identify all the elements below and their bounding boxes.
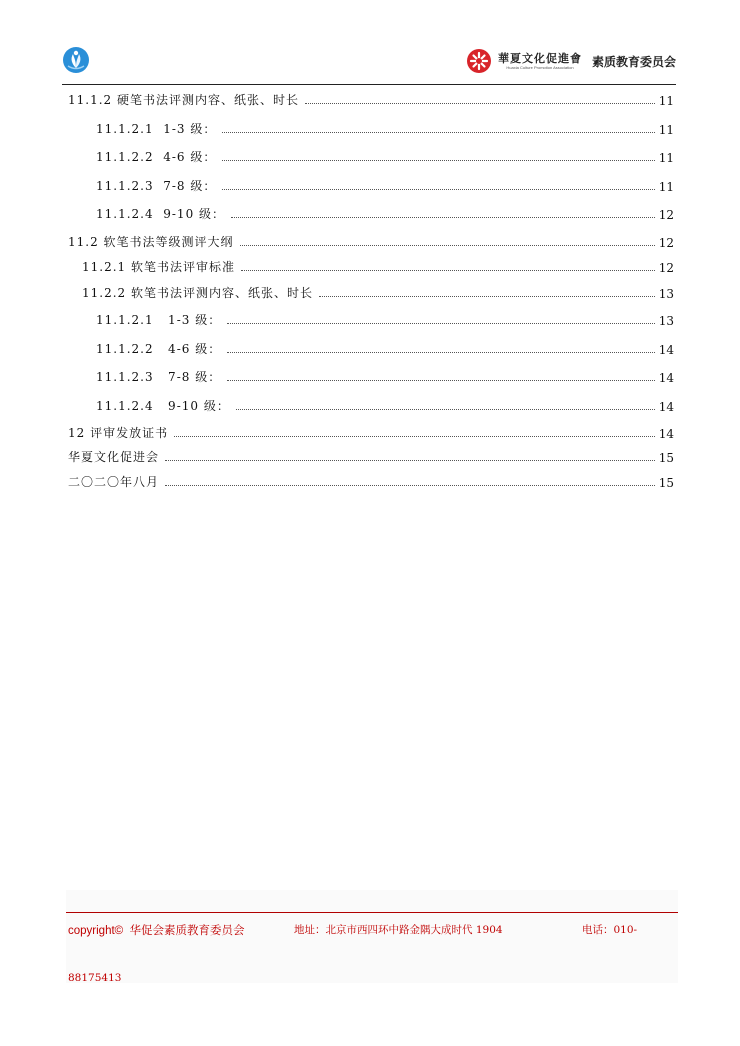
brand-wordmark — [498, 53, 582, 70]
toc-entry-title: 11.1.2.2 4-6 级： — [96, 342, 222, 356]
footer-phone-number: 88175413 — [68, 972, 122, 984]
toc-entry-page: 13 — [658, 287, 674, 301]
toc-entry[interactable] — [68, 470, 674, 490]
toc-entry[interactable] — [68, 421, 674, 441]
toc-entry-title: 11.1.2.2 4-6 级： — [96, 150, 217, 164]
toc-entry-page: 13 — [658, 314, 674, 328]
toc-entry[interactable] — [68, 445, 674, 465]
footer-copyright: copyright© 华促会素质教育委员会 — [68, 925, 245, 937]
toc-entry[interactable] — [96, 174, 674, 194]
toc-entry-title: 11.2 软笔书法等级测评大纲 — [68, 235, 234, 249]
toc-entry[interactable] — [96, 337, 674, 357]
brand-block — [466, 46, 676, 76]
toc-entry-title: 11.1.2.1 1-3 级： — [96, 122, 217, 136]
toc-entry-page: 15 — [658, 451, 674, 465]
toc-entry[interactable] — [82, 255, 674, 275]
toc-entry-title: 11.2.2 软笔书法评测内容、纸张、时长 — [82, 286, 313, 300]
toc-entry[interactable] — [96, 308, 674, 328]
toc-entry[interactable] — [96, 394, 674, 414]
toc-entry[interactable] — [68, 230, 674, 250]
toc-leader-dots — [222, 159, 654, 161]
toc-leader-dots — [241, 269, 655, 271]
toc-entry-page: 12 — [658, 208, 674, 222]
page-header — [62, 40, 676, 85]
toc-entry-page: 14 — [658, 427, 674, 441]
toc-entry-page: 11 — [658, 180, 674, 194]
toc-entry-title: 二〇二〇年八月 — [68, 475, 160, 489]
toc-entry-page: 11 — [658, 151, 674, 165]
toc-entry[interactable] — [68, 88, 674, 108]
committee-name: 素质教育委员会 — [591, 54, 676, 69]
toc-entry[interactable] — [82, 281, 674, 301]
toc-entry-title: 华夏文化促进会 — [68, 450, 160, 464]
footer-divider — [66, 912, 678, 913]
toc-entry-page: 12 — [658, 261, 674, 275]
toc-leader-dots — [165, 459, 655, 461]
toc-entry-title: 11.2.1 软笔书法评审标准 — [82, 260, 235, 274]
toc-leader-dots — [227, 351, 655, 353]
toc-leader-dots — [222, 188, 654, 190]
toc-entry-title: 11.1.2.3 7-8 级： — [96, 179, 217, 193]
page-footer — [66, 890, 678, 983]
toc-entry-page: 12 — [658, 236, 674, 250]
brand-name-en: Huaxia Culture Promotion Association — [506, 64, 574, 70]
toc-leader-dots — [231, 216, 655, 218]
toc-entry[interactable] — [96, 145, 674, 165]
toc-entry[interactable] — [96, 202, 674, 222]
footer-phone-prefix: 电话：010- — [582, 924, 638, 936]
flower-seal-icon — [466, 48, 492, 74]
toc-leader-dots — [165, 484, 655, 486]
toc-leader-dots — [240, 244, 655, 246]
toc-entry-page: 14 — [658, 343, 674, 357]
association-emblem-icon — [62, 46, 90, 74]
toc-entry[interactable] — [96, 365, 674, 385]
toc-leader-dots — [305, 102, 655, 104]
toc-entry-title: 11.1.2 硬笔书法评测内容、纸张、时长 — [68, 93, 299, 107]
toc-leader-dots — [227, 379, 655, 381]
toc-entry-title: 11.1.2.3 7-8 级： — [96, 370, 222, 384]
toc-entry-page: 11 — [658, 123, 674, 137]
toc-entry-title: 11.1.2.4 9-10 级： — [96, 207, 226, 221]
toc-leader-dots — [236, 408, 655, 410]
footer-address: 地址：北京市西四环中路金隅大成时代 1904 — [294, 924, 503, 936]
toc-entry-page: 14 — [658, 371, 674, 385]
toc-leader-dots — [319, 295, 655, 297]
toc-entry-page: 11 — [658, 94, 674, 108]
toc-entry-page: 15 — [658, 476, 674, 490]
toc-entry-page: 14 — [658, 400, 674, 414]
toc-leader-dots — [227, 322, 655, 324]
toc-entry-title: 12 评审发放证书 — [68, 426, 169, 440]
toc-entry-title: 11.1.2.4 9-10 级： — [96, 399, 230, 413]
toc-leader-dots — [174, 435, 655, 437]
brand-name-cn: 華夏文化促進會 — [497, 51, 582, 65]
toc-entry-title: 11.1.2.1 1-3 级： — [96, 313, 222, 327]
toc-entry[interactable] — [96, 117, 674, 137]
toc-leader-dots — [222, 131, 654, 133]
